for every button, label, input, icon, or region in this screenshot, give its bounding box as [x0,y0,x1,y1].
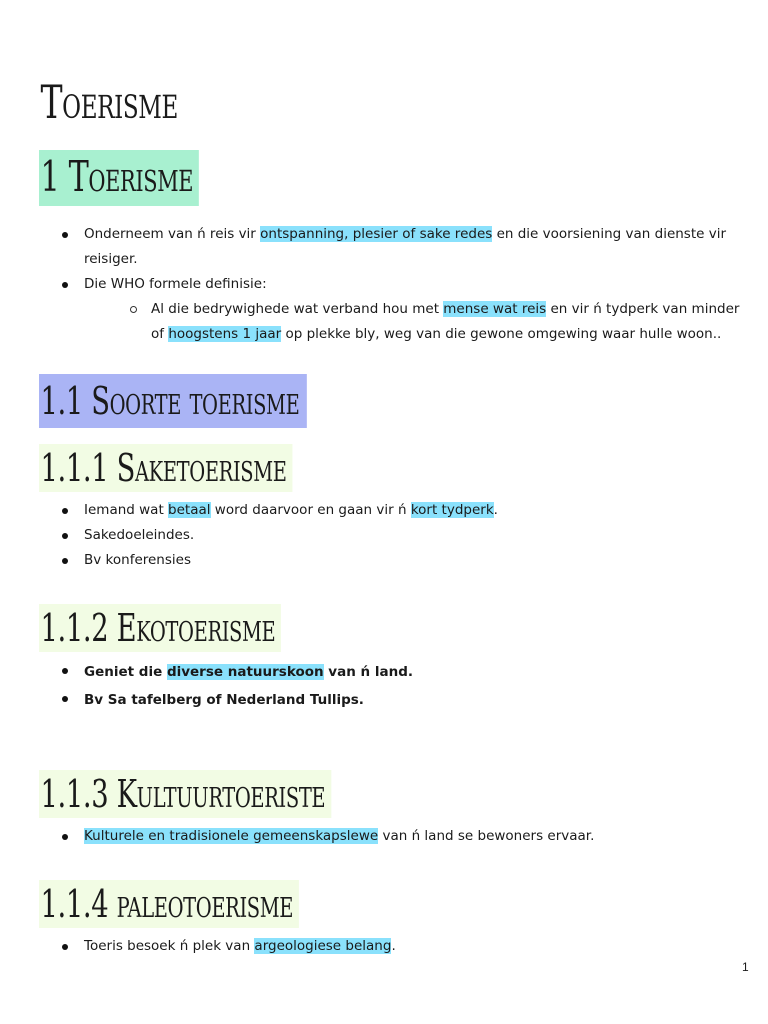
bullet-list-kultuurtoeriste [62,824,752,849]
highlighted-text: betaal [168,502,211,518]
highlighted-text: diverse natuurskoon [166,664,324,680]
highlighted-text: Kulturele en tradisionele gemeenskapslewe [84,828,379,844]
list-item: Kulturele en tradisionele gemeenskapslewe van ń land se bewoners ervaar. [62,824,752,849]
sub-list-item: Al die bedrywighede wat verband hou met mense wat reis en vir ń tydperk van minder of hoogstens 1 jaar op plekke bly, weg van die gewone omgewing waar hulle woon.. [130,297,752,347]
heading-3-paleotoerisme: 1.1.4 paleotoerisme [39,880,299,928]
document-title: Toerisme [40,75,179,129]
highlighted-text: hoogstens 1 jaar [168,326,282,342]
bullet-list-ekotoerisme [62,658,752,714]
heading-3-ekotoerisme: 1.1.2 Ekotoerisme [39,604,281,652]
highlighted-text: ontspanning, plesier of sake redes [260,226,493,242]
list-item: Die WHO formele definisie: Al die bedrywighede wat verband hou met mense wat reis en vir ń tydperk van minder of hoogstens 1 jaar op plekke bly, weg van die gewone omgewing waar hulle woon.. [62,272,752,347]
heading-2-soorte-toerisme: 1.1 Soorte toerisme [39,374,307,428]
list-item: Onderneem van ń reis vir ontspanning, plesier of sake redes en die voorsiening van dienste vir reisiger. [62,222,752,272]
list-item: Bv Sa tafelberg of Nederland Tullips. [62,686,752,714]
bullet-list-saketoerisme [62,498,752,573]
highlighted-text: mense wat reis [443,301,547,317]
list-item: Bv konferensies [62,548,752,573]
list-item: Toeris besoek ń plek van argeologiese belang. [62,934,752,959]
heading-3-saketoerisme: 1.1.1 Saketoerisme [39,444,292,492]
bullet-list-toerisme [62,222,752,347]
list-item: Iemand wat betaal word daarvoor en gaan vir ń kort tydperk. [62,498,752,523]
bullet-list-paleotoerisme [62,934,752,959]
highlighted-text: argeologiese belang [254,938,392,954]
sub-list [84,297,752,347]
page-number: 1 [742,960,749,974]
list-item: Geniet die diverse natuurskoon van ń land. [62,658,752,686]
heading-1-toerisme: 1 Toerisme [39,150,199,206]
list-item: Sakedoeleindes. [62,523,752,548]
highlighted-text: kort tydperk [410,502,494,518]
heading-3-kultuurtoeriste: 1.1.3 Kultuurtoeriste [39,770,331,818]
